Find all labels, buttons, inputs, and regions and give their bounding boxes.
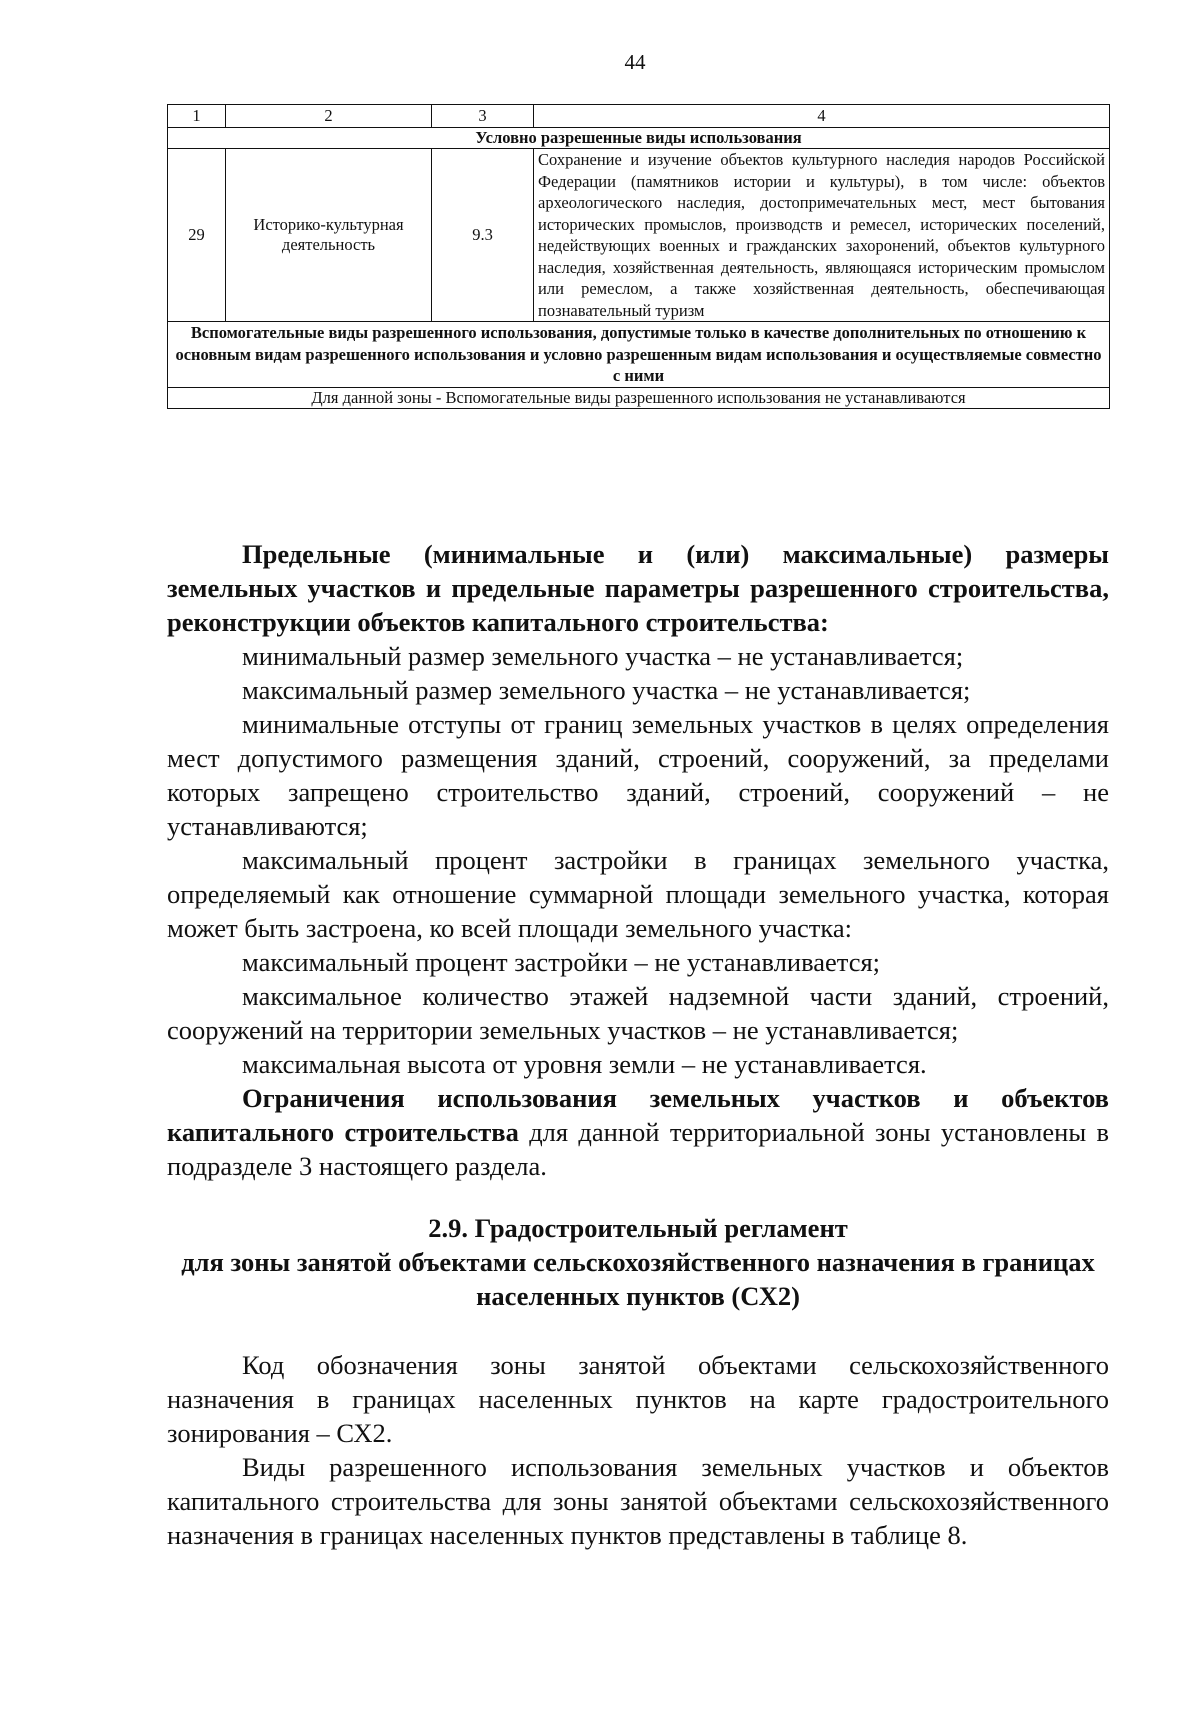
limits-heading: Предельные (минимальные и (или) максимальные) размеры земельных участков и предельные параметры разрешенного строительства, реконструкции объектов капитального строительства: (167, 539, 1109, 637)
limit-item: максимальный процент застройки в границах земельного участка, определяемый как отношение суммарной площади земельного участка, которая может быть застроена, ко всей площади земельного участка: (167, 845, 1109, 943)
row-number: 29 (168, 149, 226, 322)
use-code: 9.3 (432, 149, 534, 322)
restrictions-paragraph (167, 1081, 1109, 1183)
table-section-row (168, 322, 1110, 388)
column-header: 4 (534, 105, 1110, 128)
zone-code-paragraph: Код обозначения зоны занятой объектами сельскохозяйственного назначения в границах населенных пунктов на карте градостроительного зонирования – СХ2. (167, 1350, 1109, 1448)
table-section-row (168, 128, 1110, 149)
limit-item: минимальные отступы от границ земельных участков в целях определения мест допустимого размещения зданий, строений, сооружений, за пределами которых запрещено строительство зданий, строений, сооружений – не устанавливаются; (167, 709, 1109, 841)
use-description: Сохранение и изучение объектов культурного наследия народов Российской Федерации (памятников истории и культуры), в том числе: объектов археологического наследия, достопримечательных мест, мест бытования исторических промыслов, производств и ремесел, исторических поселений, недействующих военных и гражданских захоронений, объектов культурного наследия, хозяйственная деятельность, являющаяся историческим промыслом или ремеслом, а также хозяйственная деятельность, обеспечивающая познавательный туризм (534, 149, 1110, 322)
restrictions-bold-text: Ограничения использования земельных участков и объектов капитального строительства (167, 1083, 1109, 1147)
limit-item: максимальная высота от уровня земли – не устанавливается. (242, 1049, 927, 1079)
limit-item: минимальный размер земельного участка – не устанавливается; (242, 641, 964, 671)
limits-section (167, 537, 1109, 1183)
permitted-uses-paragraph: Виды разрешенного использования земельных участков и объектов капитального строительства для зоны занятой объектами сельскохозяйственного назначения в границах населенных пунктов представлены в таблице 8. (167, 1452, 1109, 1550)
page-number: 44 (624, 50, 646, 74)
table-header-row (168, 105, 1110, 128)
section-body (167, 1348, 1109, 1552)
column-header: 3 (432, 105, 534, 128)
auxiliary-uses-heading: Вспомогательные виды разрешенного использования, допустимые только в качестве дополнительных по отношению к основным видам разрешенного использования и условно разрешенным видам использования и осуществляемые совместно с ними (168, 322, 1110, 388)
column-header: 2 (226, 105, 432, 128)
conditional-uses-heading: Условно разрешенные виды использования (168, 128, 1110, 149)
section-title (167, 1211, 1109, 1313)
table-note-row (168, 387, 1110, 408)
column-header: 1 (168, 105, 226, 128)
use-name: Историко-культурная деятельность (226, 149, 432, 322)
section-title-line1: 2.9. Градостроительный регламент (428, 1213, 848, 1243)
limit-item: максимальное количество этажей надземной части зданий, строений, сооружений на территории земельных участков – не устанавливается; (167, 981, 1109, 1045)
section-title-line2: для зоны занятой объектами сельскохозяйственного назначения в границах населенных пунктов (СХ2) (181, 1247, 1095, 1311)
limit-item: максимальный размер земельного участка – не устанавливается; (242, 675, 971, 705)
restrictions-text: для данной территориальной зоны установлены в подразделе 3 настоящего раздела. (167, 1117, 1109, 1181)
table-row (168, 149, 1110, 322)
auxiliary-uses-note: Для данной зоны - Вспомогательные виды разрешенного использования не устанавливаются (168, 387, 1110, 408)
limit-item: максимальный процент застройки – не устанавливается; (242, 947, 881, 977)
land-use-table (167, 104, 1110, 409)
